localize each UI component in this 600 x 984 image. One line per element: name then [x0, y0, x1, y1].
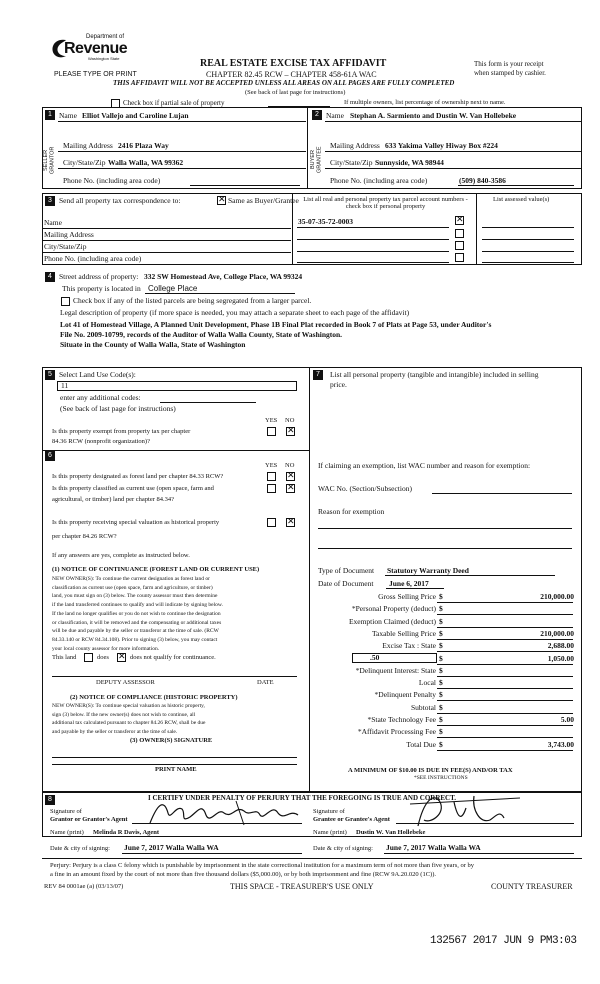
personal-property-checkbox-1[interactable]: ✕	[456, 215, 464, 225]
does-qualify-checkbox[interactable]	[84, 653, 93, 662]
tax-row-dollar: $	[439, 628, 443, 638]
located-in[interactable]: College Place	[148, 284, 198, 293]
buyer-name[interactable]: Stephan A. Sarmiento and Dustin W. Van Hollebeke	[350, 111, 517, 120]
tax-row-dollar: $	[439, 653, 443, 663]
tax-row-dollar: $	[439, 616, 443, 626]
form-title: REAL ESTATE EXCISE TAX AFFIDAVIT	[200, 58, 387, 69]
tax-row-value[interactable]: 5.00	[560, 715, 574, 724]
tax-row-value[interactable]: 210,000.00	[540, 628, 574, 638]
tax-row-label: Exemption Claimed (deduct)	[348, 616, 436, 626]
grantor-name[interactable]: Melinda R Davis, Agent	[93, 829, 160, 836]
seller-city[interactable]: Walla Walla, WA 99362	[108, 158, 184, 167]
revenue-logo: Department of Revenue Washington State	[48, 34, 138, 62]
historic-yes-checkbox[interactable]	[267, 518, 276, 527]
legal-description-1: Lot 41 of Homestead Village, A Planned Unit Development, Phase 1B Final Plat recorded in Book 7 of Plats at Page 53, under Auditor's	[60, 320, 492, 329]
tax-row-label: *State Technology Fee	[367, 715, 436, 724]
local-rate-input[interactable]	[352, 653, 437, 663]
notice-line: and payable by the seller or transferor at the time of sale.	[52, 728, 178, 735]
legal-description-2: File No. 2009-10799, records of the Auditor of Walla Walla County, State of Washington.	[60, 330, 343, 339]
personal-property-checkbox-3[interactable]	[455, 241, 464, 250]
tax-row-dollar: $	[439, 739, 443, 749]
forest-no-checkbox[interactable]: ✕	[287, 471, 295, 481]
parcel-number[interactable]: 35-07-35-72-0003	[298, 217, 353, 226]
current-use-yes-checkbox[interactable]	[267, 484, 276, 493]
document-type[interactable]: Statutory Warranty Deed	[387, 566, 469, 575]
does-not-qualify-checkbox[interactable]: ✕	[118, 652, 126, 662]
document-date[interactable]: June 6, 2017	[389, 579, 429, 588]
see-back: (See back of last page for instructions)	[245, 89, 346, 96]
notice-line: if the land transferred continues to qualify and will indicate by signing below.	[52, 602, 223, 609]
buyer-phone[interactable]: (509) 840-3586	[459, 176, 506, 185]
tax-row-value[interactable]: 1,050.00	[547, 653, 574, 663]
buyer-mailing[interactable]: 633 Yakima Valley Hiway Box #224	[385, 141, 498, 150]
notice-line: additional tax calculated pursuant to chapter 84.26 RCW, shall be due	[52, 720, 206, 726]
tax-row-dollar: $	[439, 727, 443, 737]
tax-row-dollar: $	[439, 641, 443, 651]
tax-row-label: Taxable Selling Price	[371, 628, 436, 638]
seller-mailing[interactable]: 2416 Plaza Way	[118, 141, 169, 150]
tax-row-dollar: $	[439, 665, 443, 675]
exempt-no-checkbox[interactable]: ✕	[287, 426, 295, 436]
land-use-code-input[interactable]	[57, 381, 297, 391]
exempt-yes-checkbox[interactable]	[267, 427, 276, 436]
personal-property-checkbox-4[interactable]	[455, 253, 464, 262]
please-type: PLEASE TYPE OR PRINT	[54, 71, 137, 78]
notice-line: sign (3) below. If the new owner(s) does not wish to continue, all	[52, 711, 196, 718]
tax-row-value[interactable]: 210,000.00	[540, 592, 574, 601]
notice-line: NEW OWNER(S): To continue the current designation as forest land or	[52, 576, 210, 582]
chapter-line: CHAPTER 82.45 RCW – CHAPTER 458-61A WAC	[206, 70, 377, 79]
receipt-note-2: when stamped by cashier.	[474, 69, 546, 77]
tax-row-value[interactable]: 3,743.00	[547, 739, 574, 749]
tax-row-label: Total Due	[406, 739, 436, 749]
warning-line: THIS AFFIDAVIT WILL NOT BE ACCEPTED UNLESS ALL AREAS ON ALL PAGES ARE FULLY COMPLETED	[113, 79, 455, 87]
seller-name[interactable]: Elliot Vallejo and Caroline Lujan	[82, 111, 189, 120]
seller-side-label: SELLER GRANTOR	[43, 146, 56, 174]
historic-no-checkbox[interactable]: ✕	[287, 517, 295, 527]
tax-row-label: Gross Selling Price	[378, 592, 436, 601]
tax-row-label: Local	[418, 678, 436, 688]
same-as-buyer-checkbox[interactable]: ✕	[218, 195, 226, 205]
segregated-checkbox[interactable]	[61, 297, 70, 306]
tax-row-label: Subtotal	[410, 702, 436, 712]
grantee-signature	[400, 790, 530, 830]
notice-line: or classification, it will be removed and the compensating or additional taxes	[52, 619, 222, 626]
personal-property-checkbox-2[interactable]	[455, 229, 464, 238]
tax-row-label: *Personal Property (deduct)	[351, 604, 436, 614]
notice-line: classification as current use (open space, farm and agriculture, or timber)	[52, 584, 213, 591]
tax-row-dollar: $	[439, 604, 443, 614]
grantor-signature	[140, 795, 320, 829]
grantee-date-city[interactable]: June 7, 2017 Walla Walla WA	[386, 843, 481, 852]
partial-sale-label: Check box if partial sale of property	[123, 99, 225, 107]
tax-row-label: *Affidavit Processing Fee	[357, 727, 436, 737]
notice-line: land, you must sign on (3) below. The county assessor must then determine	[52, 593, 218, 600]
tax-row-label: *Delinquent Interest: State	[355, 665, 436, 675]
forest-yes-checkbox[interactable]	[267, 472, 276, 481]
tax-row-value[interactable]: 2,688.00	[547, 641, 574, 651]
grantor-date-city[interactable]: June 7, 2017 Walla Walla WA	[124, 843, 219, 852]
current-use-no-checkbox[interactable]: ✕	[287, 483, 295, 493]
legal-description-3: Situate in the County of Walla Walla, State of Washington	[60, 340, 246, 349]
receipt-note-1: This form is your receipt	[474, 60, 544, 68]
recording-stamp: 132567 2017 JUN 9 PM3:03	[430, 935, 577, 947]
tax-row-dollar: $	[439, 690, 443, 700]
tax-row-dollar: $	[439, 715, 443, 724]
multiple-owners-note: If multiple owners, list percentage of ownership next to name.	[344, 99, 506, 106]
notice-line: If the land no longer qualifies or you do not wish to continue the designation	[52, 610, 221, 617]
property-street[interactable]: 332 SW Homestead Ave, College Place, WA 99324	[144, 272, 303, 281]
notice-line: NEW OWNER(S): To continue special valuation as historic property,	[52, 703, 205, 709]
buyer-city[interactable]: Sunnyside, WA 98944	[375, 158, 444, 167]
tax-row-label: *Delinquent Penalty	[374, 690, 436, 700]
notice-line: will be due and payable by the seller or transferor at the time of sale. (RCW	[52, 628, 219, 635]
tax-row-dollar: $	[439, 678, 443, 688]
notice-line: 84.33.140 or RCW 84.34.108). Prior to signing (3) below, you may contact	[52, 636, 218, 643]
notice-line: your local county assessor for more information.	[52, 645, 160, 652]
grantee-name[interactable]: Dustin W. Van Hollebeke	[356, 829, 426, 836]
tax-row-label: Excise Tax : State	[382, 641, 436, 651]
parcel-list-label: List all real and personal property tax parcel account numbers - check box if personal property	[303, 196, 468, 211]
buyer-side-label: BUYER GRANTEE	[310, 146, 323, 174]
tax-row-dollar: $	[439, 702, 443, 712]
tax-row-dollar: $	[439, 592, 443, 601]
